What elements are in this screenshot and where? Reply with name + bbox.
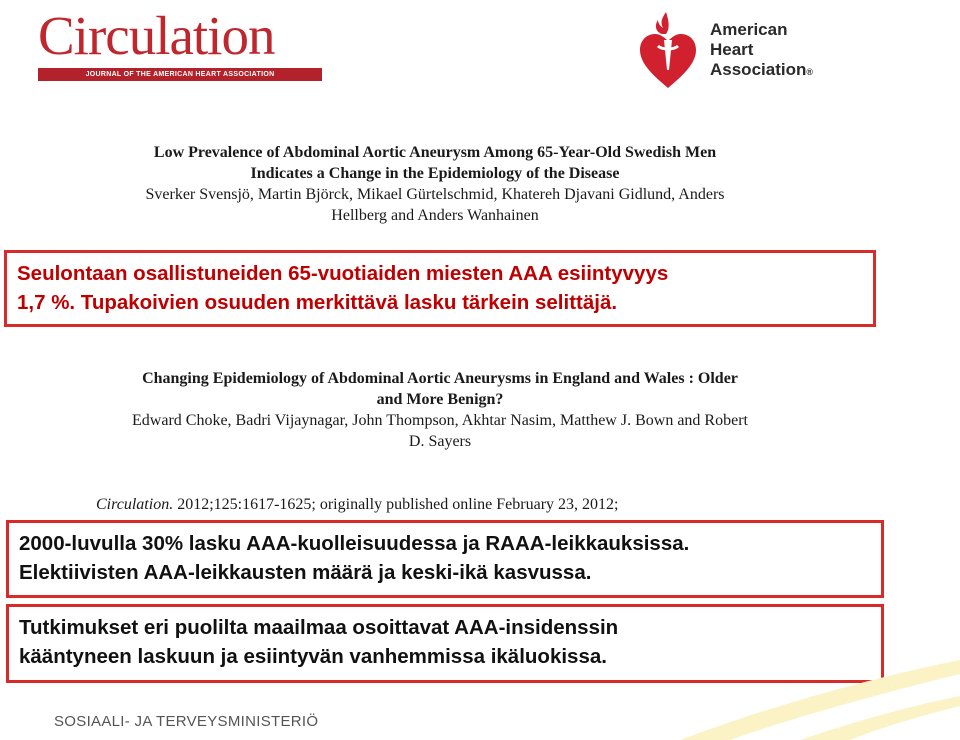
journal-citation bbox=[96, 496, 856, 514]
finding-box-2-line-2: Elektiivisten AAA-leikkausten määrä ja keski-ikä kasvussa. bbox=[19, 561, 592, 584]
finding-box-2-line-1: 2000-luvulla 30% lasku AAA-kuolleisuudessa ja RAAA-leikkauksissa. bbox=[19, 532, 690, 555]
circulation-subtitle-band: JOURNAL OF THE AMERICAN HEART ASSOCIATION bbox=[38, 68, 322, 81]
paper-1-title-line-1: Low Prevalence of Abdominal Aortic Aneurysm Among 65-Year-Old Swedish Men bbox=[153, 144, 717, 161]
aha-line-association bbox=[710, 60, 813, 82]
finding-box-3-line-1: Tutkimukset eri puolilta maailmaa osoittavat AAA-insidenssin bbox=[19, 616, 619, 639]
aha-line-association-text: Association bbox=[710, 60, 807, 79]
footer-swoosh-decoration bbox=[560, 640, 960, 740]
paper-2-title-line-1: Changing Epidemiology of Abdominal Aortic Aneurysms in England and Wales : Older bbox=[142, 370, 738, 387]
finding-box-1 bbox=[4, 250, 876, 327]
paper-1-citation bbox=[40, 142, 830, 226]
paper-1-title-line-2: Indicates a Change in the Epidemiology of the Disease bbox=[250, 165, 620, 182]
footer-organization: SOSIAALI- JA TERVEYSMINISTERIÖ bbox=[54, 713, 319, 730]
paper-2-authors-line-2: D. Sayers bbox=[408, 433, 472, 450]
aha-line-heart: Heart bbox=[710, 40, 754, 59]
paper-1-authors-line-2: Hellberg and Anders Wanhainen bbox=[331, 207, 539, 224]
paper-2-citation bbox=[20, 368, 860, 452]
heart-torch-icon bbox=[636, 10, 700, 90]
paper-1-authors-line-1: Sverker Svensjö, Martin Björck, Mikael Gürtelschmid, Khatereh Djavani Gidlund, Anders bbox=[145, 186, 725, 203]
finding-box-1-line-1: Seulontaan osallistuneiden 65-vuotiaiden miesten AAA esiintyvyys bbox=[17, 262, 669, 285]
registered-mark: ® bbox=[806, 67, 813, 77]
finding-box-2 bbox=[6, 520, 884, 598]
aha-wordmark bbox=[710, 20, 813, 82]
aha-logo bbox=[636, 10, 836, 90]
finding-box-1-line-2: 1,7 %. Tupakoivien osuuden merkittävä lasku tärkein selittäjä. bbox=[17, 291, 618, 314]
journal-name: Circulation. bbox=[96, 496, 174, 513]
circulation-wordmark: Circulation bbox=[38, 5, 275, 66]
journal-citation-details: 2012;125:1617-1625; originally published online February 23, 2012; bbox=[173, 496, 619, 513]
circulation-logo bbox=[38, 6, 322, 81]
finding-box-3-line-2: kääntyneen laskuun ja esiintyvän vanhemmissa ikäluokissa. bbox=[19, 645, 607, 668]
paper-2-authors-line-1: Edward Choke, Badri Vijaynagar, John Thompson, Akhtar Nasim, Matthew J. Bown and Robert bbox=[132, 412, 748, 429]
paper-2-title-line-2: and More Benign? bbox=[376, 391, 504, 408]
aha-line-american: American bbox=[710, 20, 788, 39]
